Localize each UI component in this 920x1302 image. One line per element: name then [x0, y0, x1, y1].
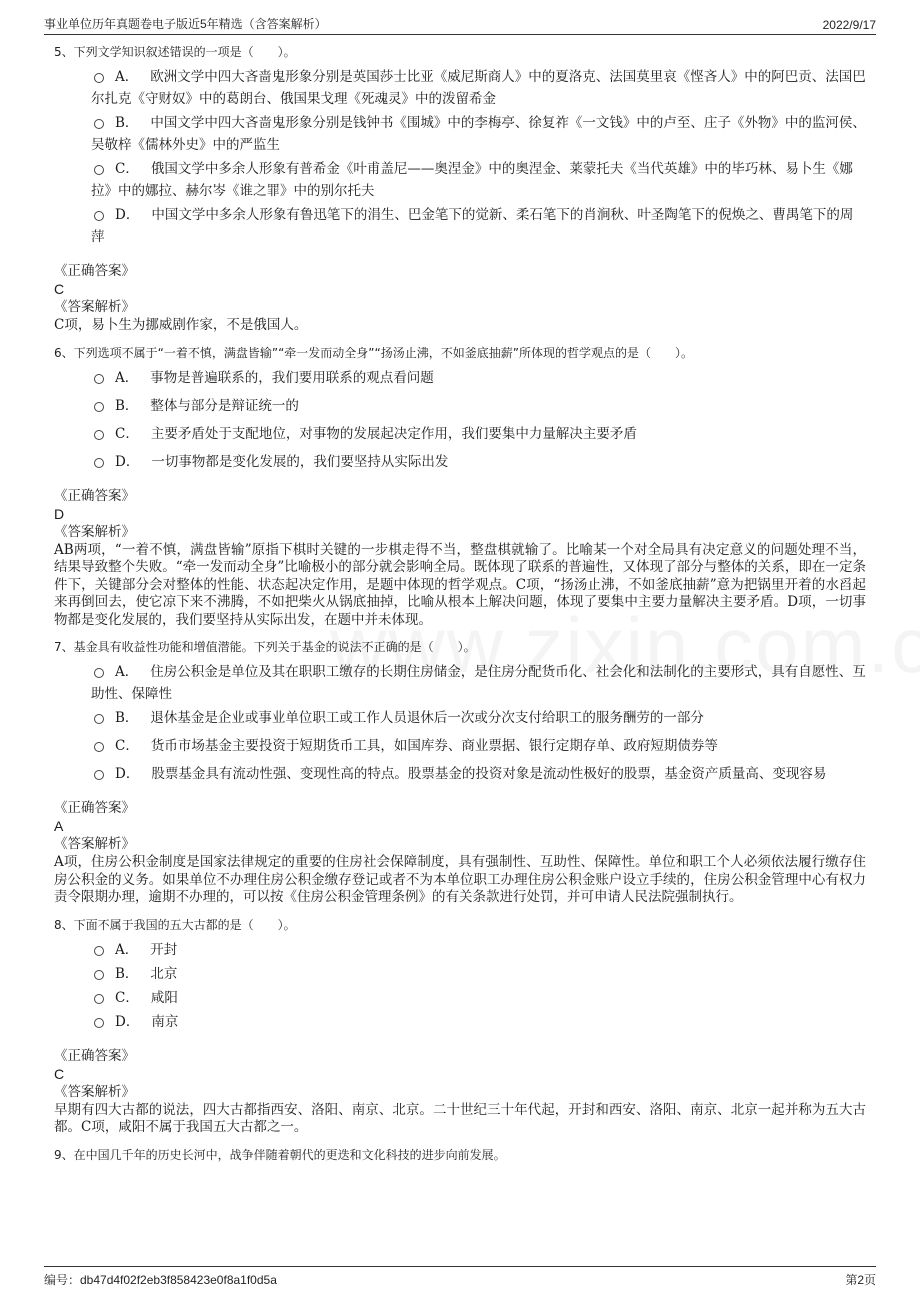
answer-value: C [54, 1065, 65, 1082]
option-d[interactable] [54, 451, 866, 473]
option-a[interactable] [54, 367, 866, 389]
radio-icon[interactable] [94, 714, 104, 724]
radio-icon[interactable] [94, 430, 104, 440]
option-text: 事物是普遍联系的，我们要用联系的观点看问题 [150, 369, 434, 386]
option-b[interactable] [54, 963, 866, 985]
question-8 [54, 915, 866, 1137]
option-text: 开封 [150, 941, 178, 958]
option-text: 中国文学中四大吝啬鬼形象分别是钱钟书《围城》中的李梅亭、徐复祚《一文钱》中的卢至、庄子《外物》中的监河侯、吴敬梓《儒林外史》中的严监生 [91, 115, 866, 153]
option-text: 俄国文学中多余人形象有普希金《叶甫盖尼——奥涅金》中的奥涅金、莱蒙托夫《当代英雄》中的毕巧林、易卜生《娜拉》中的娜拉、赫尔岑《谁之罪》中的别尔托夫 [91, 161, 853, 199]
question-5 [54, 42, 866, 335]
option-c[interactable] [54, 423, 866, 445]
option-text: 主要矛盾处于支配地位，对事物的发展起决定作用，我们要集中力量解决主要矛盾 [150, 425, 637, 442]
answer-value: D [54, 505, 65, 522]
option-text: 中国文学中多余人形象有鲁迅笔下的涓生、巴金笔下的觉新、柔石笔下的肖涧秋、叶圣陶笔下的倪焕之、曹禺笔下的周萍 [91, 207, 854, 245]
option-text: 北京 [150, 965, 178, 982]
question-9 [54, 1145, 866, 1165]
radio-icon[interactable] [94, 211, 104, 221]
radio-icon[interactable] [94, 374, 104, 384]
explanation-heading: 《答案解析》 [54, 523, 135, 540]
page-header [44, 10, 876, 35]
option-d[interactable] [54, 204, 866, 248]
radio-icon[interactable] [94, 994, 104, 1004]
option-key: D． [115, 453, 140, 470]
option-c[interactable] [54, 735, 866, 757]
option-text: 一切事物都是变化发展的，我们要坚持从实际出发 [151, 453, 449, 470]
option-text: 咸阳 [150, 989, 178, 1006]
option-text: 退休基金是企业或事业单位职工或工作人员退休后一次或分次支付给职工的服务酬劳的一部分 [150, 710, 704, 726]
option-text: 南京 [151, 1013, 179, 1030]
option-c[interactable] [54, 987, 866, 1009]
radio-icon[interactable] [94, 970, 104, 980]
explanation-heading: 《答案解析》 [54, 1083, 135, 1100]
radio-icon[interactable] [94, 946, 104, 956]
option-b[interactable] [54, 112, 866, 156]
page-footer [44, 1266, 876, 1291]
question-7 [54, 637, 866, 907]
question-6 [54, 343, 866, 630]
explanation-heading: 《答案解析》 [54, 299, 135, 315]
radio-icon[interactable] [94, 119, 104, 129]
answer-heading: 《正确答案》 [54, 800, 135, 816]
answer-value: C [54, 281, 65, 297]
document-code: 编号：db47d4f02f2eb3f858423e0f8a1f0d5a [44, 1272, 277, 1287]
question-stem: 7、基金具有收益性功能和增值潜能。下列关于基金的说法不正确的是（ ）。 [54, 640, 476, 654]
explanation-heading: 《答案解析》 [54, 836, 135, 852]
radio-icon[interactable] [94, 73, 104, 83]
explanation-text: C项，易卜生为挪威剧作家，不是俄国人。 [54, 317, 308, 333]
radio-icon[interactable] [94, 742, 104, 752]
option-key: C． [115, 161, 139, 177]
option-b[interactable] [54, 395, 866, 417]
option-key: D． [115, 766, 140, 782]
explanation-text: AB两项，“一着不慎，满盘皆输”原指下棋时关键的一步棋走得不当，整盘棋就输了。比喻某一个对全局具有决定意义的问题处理不当，结果导致整个失败。“牵一发而动全身”比喻极小的部分就会影响全局。既体现了联系的普遍性，又体现了部分与整体的关系，即在一定条件下，关键部分会对整体的性能、状态起决定作用，是题中体现的哲学观点。C项，“扬汤止沸，不如釜底抽薪”意为把锅里开着的水舀起来再倒回去，使它凉下来不沸腾，不如把柴火从锅底抽掉，比喻从根本上解决问题，体现了要集中主要力量解决主要矛盾。D项，一切事物都是变化发展的，我们要坚持从实际出发，在题中并未体现。 [54, 541, 866, 628]
question-stem: 9、在中国几千年的历史长河中，战争伴随着朝代的更迭和文化科技的进步向前发展。 [54, 1147, 506, 1162]
option-a[interactable] [54, 661, 866, 705]
option-d[interactable] [54, 763, 866, 785]
option-c[interactable] [54, 158, 866, 202]
question-stem: 5、下列文学知识叙述错误的一项是（ ）。 [54, 45, 296, 59]
radio-icon[interactable] [94, 458, 104, 468]
option-key: C． [115, 738, 139, 754]
header-date: 2022/9/17 [822, 18, 876, 32]
option-key: A． [115, 369, 139, 386]
option-d[interactable] [54, 1011, 866, 1033]
answer-heading: 《正确答案》 [54, 263, 135, 279]
option-text: 整体与部分是辩证统一的 [150, 397, 299, 414]
option-text: 股票基金具有流动性强、变现性高的特点。股票基金的投资对象是流动性极好的股票，基金资产质量高、变现容易 [151, 766, 827, 782]
option-key: A． [115, 664, 139, 680]
option-a[interactable] [54, 939, 866, 961]
option-key: D． [115, 1013, 140, 1030]
answer-value: A [54, 818, 64, 834]
explanation-text: A项，住房公积金制度是国家法律规定的重要的住房社会保障制度，具有强制性、互助性、保障性。单位和职工个人必须依法履行缴存住房公积金的义务。如果单位不办理住房公积金缴存登记或者不为本单位职工办理住房公积金账户设立手续的，住房公积金管理中心有权力责令限期办理，逾期不办理的，可以按《住房公积金管理条例》的有关条款进行处罚，并可申请人民法院强制执行。 [54, 854, 866, 905]
radio-icon[interactable] [94, 402, 104, 412]
option-key: B． [115, 710, 139, 726]
option-key: B． [115, 965, 139, 982]
page-number: 第2页 [845, 1272, 876, 1287]
option-key: C． [115, 425, 139, 442]
option-key: C． [115, 989, 139, 1006]
question-stem: 8、下面不属于我国的五大古都的是（ ）。 [54, 917, 296, 932]
explanation-text: 早期有四大古都的说法，四大古都指西安、洛阳、南京、北京。二十世纪三十年代起，开封和西安、洛阳、南京、北京一起并称为五大古都。C项，咸阳不属于我国五大古都之一。 [54, 1101, 866, 1135]
option-a[interactable] [54, 66, 866, 110]
option-text: 住房公积金是单位及其在职职工缴存的长期住房储金，是住房分配货币化、社会化和法制化的主要形式，具有自愿性、互助性、保障性 [91, 664, 866, 702]
option-text: 欧洲文学中四大吝啬鬼形象分别是英国莎士比亚《威尼斯商人》中的夏洛克、法国莫里哀《悭吝人》中的阿巴贡、法国巴尔扎克《守财奴》中的葛朗台、俄国果戈理《死魂灵》中的泼留希金 [91, 69, 866, 107]
answer-heading: 《正确答案》 [54, 1047, 135, 1064]
option-key: D． [115, 207, 140, 223]
radio-icon[interactable] [94, 165, 104, 175]
option-text: 货币市场基金主要投资于短期货币工具，如国库券、商业票据、银行定期存单、政府短期债券等 [150, 738, 718, 754]
question-list [54, 42, 866, 1173]
radio-icon[interactable] [94, 1018, 104, 1028]
option-b[interactable] [54, 707, 866, 729]
document-title: 事业单位历年真题卷电子版近5年精选（含答案解析） [44, 17, 327, 31]
option-key: B． [115, 115, 139, 131]
radio-icon[interactable] [94, 770, 104, 780]
option-key: A． [115, 941, 139, 958]
answer-heading: 《正确答案》 [54, 487, 135, 504]
radio-icon[interactable] [94, 668, 104, 678]
question-stem: 6、下列选项不属于“一着不慎，满盘皆输”“牵一发而动全身”“扬汤止沸，不如釜底抽薪”所体现的哲学观点的是（ ）。 [54, 345, 693, 360]
option-key: A． [115, 69, 139, 85]
option-key: B． [115, 397, 139, 414]
